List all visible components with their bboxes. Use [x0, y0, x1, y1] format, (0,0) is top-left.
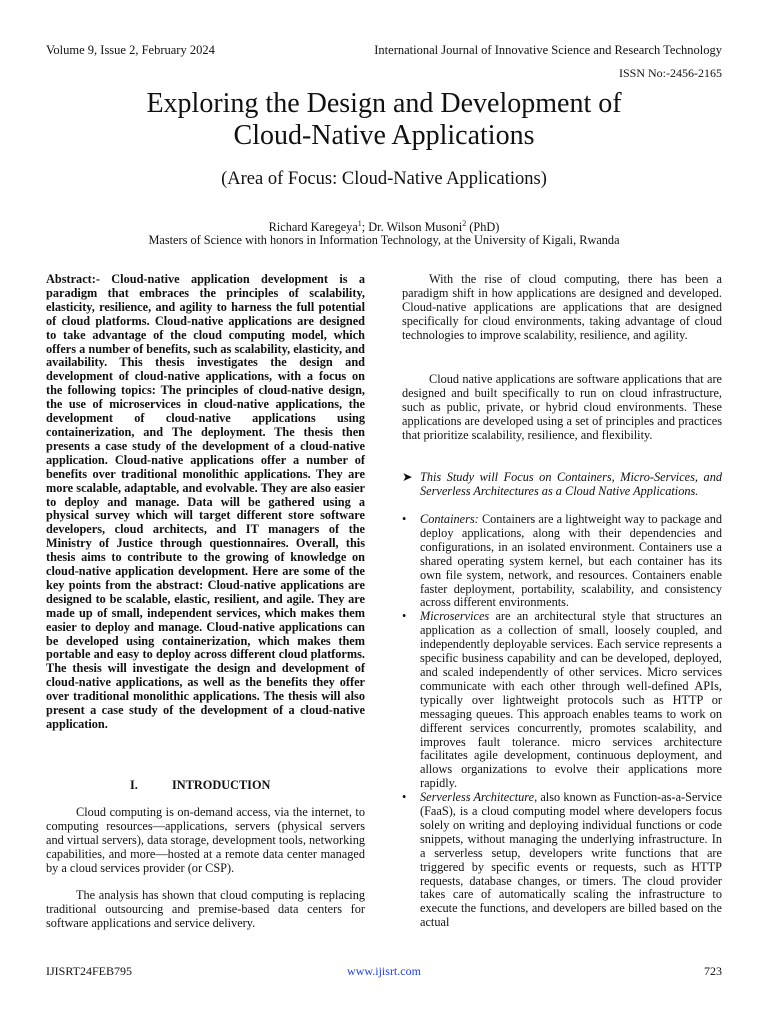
affiliation: Masters of Science with honors in Information Technology, at the University of Kigali, Rwanda [148, 233, 620, 247]
bullet-dot-icon: • [402, 609, 407, 624]
list-item [402, 791, 722, 930]
bullet-term: Serverless Architecture [420, 790, 535, 805]
bullet-term: Microservices [420, 609, 490, 624]
bullet-list [402, 513, 722, 930]
title-line-2: Cloud-Native Applications [233, 120, 535, 151]
list-item [402, 610, 722, 791]
bullet-text: Containers are a lightweight way to package and deploy applications, along with their dependencies and configurations, in an isolated environment. Containers use a shared operating system kernel, but each container has its own file system, network, and resources. Containers enable faster deployment, portability, scalability, and consistency across different environments. [420, 512, 722, 610]
right-paragraph-1: With the rise of cloud computing, there has been a paradigm shift in how applications are designed and developed. Cloud-native applications are applications that are designed specifically for cloud environments, taking advantage of cloud technologies to improve scalability, resilience, and agility. [402, 272, 722, 342]
bullet-text: are an architectural style that structures an application as a collection of small, loosely coupled, and independently deployable services. Each service represents a specific business capability and can be developed, deployed, and scaled independently of other services. Micro services communicate with each other through well-defined APIs, typically over lightweight protocols such as HTTP or messaging queues. This approach enables teams to work on different services concurrently, promotes scalability, and improves fault tolerance. micro services architecture facilitates agile development, continuous deployment, and allows organizations to evolve their applications more rapidly. [420, 609, 722, 791]
footer-page-number: 723 [704, 964, 722, 978]
author-2-suffix: (PhD) [466, 220, 500, 234]
right-paragraph-2: Cloud native applications are software applications that are designed and built specifically to run on cloud infrastructure, such as public, private, or hybrid cloud environments. These applications are developed using a set of principles and practices that prioritize scalability, resilience, and flexibility. [402, 372, 722, 442]
intro-paragraph-2: The analysis has shown that cloud computing is replacing traditional outsourcing and premise-based data centers for software applications and service delivery. [46, 888, 365, 930]
bullet-text: , also known as Function-as-a-Service (FaaS), is a cloud computing model where developers focus solely on writing and deploying individual functions or code snippets, without managing the underlying infrastructure. In a serverless setup, developers write functions that are triggered by specific events or requests, such as HTTP requests, database changes, or timers. The cloud provider takes care of automatically scaling the infrastructure to execute the functions, and developers are billed based on the actual [420, 790, 722, 930]
arrow-bullet-icon: ➤ [402, 470, 413, 484]
header-issn: ISSN No:-2456-2165 [618, 66, 722, 80]
paper-title [0, 88, 768, 152]
header-volume: Volume 9, Issue 2, February 2024 [46, 43, 215, 57]
title-line-1: Exploring the Design and Development of [146, 88, 622, 119]
list-item [402, 513, 722, 610]
bullet-dot-icon: • [402, 790, 407, 805]
bullet-dot-icon: • [402, 512, 407, 526]
author-2-affil: 2 [462, 218, 467, 228]
footer-article-id: IJISRT24FEB795 [46, 964, 132, 978]
abstract: Abstract:- Cloud-native application development is a paradigm that embraces the principles of scalability, elasticity, resilience, and agility to harness the full potential of cloud platforms. Cloud-native applications are designed to take advantage of the cloud computing model, which offers a number of benefits, such as scalability, elasticity, and availability. This thesis investigates the design and development of cloud-native applications, with a focus on the following topics: The principles of cloud-native design, the use of microservices in cloud-native applications, the development of cloud-native applications using containerization, and The deployment. The thesis then presents a case study of the development of a cloud-native application. Cloud-native applications offer a number of benefits over traditional monolithic applications. They are more scalable, adaptable, and evolvable. They are also easier to deploy and manage. Data will be gathered using a physical survey which will target different store software developers, cloud architects, and IT managers of the Ministry of Justice through questionnaires. Overall, this thesis aims to contribute to the growing of knowledge on cloud-native application development. Here are some of the key points from the abstract: Cloud-native applications are designed to be scalable, elastic, resilient, and agile. They are made up of small, independent services, which makes them easier to deploy and manage. Cloud-native applications can be developed using containerization, which makes them portable and easy to deploy across different cloud platforms. The thesis will investigate the design and development of cloud-native applications, as well as the benefits they offer over traditional monolithic applications. The thesis will also present a case study of the development of a cloud-native application. [46, 272, 365, 731]
author-2: ; Dr. Wilson Musoni [361, 220, 463, 234]
intro-paragraph-1: Cloud computing is on-demand access, via the internet, to computing resources—applications, servers (physical servers and virtual servers), data storage, development tools, networking capabilities, and more—hosted at a remote data center managed by a cloud services provider (or CSP). [46, 805, 365, 875]
paper-subtitle: (Area of Focus: Cloud-Native Applications) [221, 169, 547, 189]
focus-item-text: This Study will Focus on Containers, Micro-Services, and Serverless Architectures as a Cloud Native Applications. [420, 470, 722, 498]
bullet-term: Containers: [420, 512, 479, 526]
section-number: I. [130, 778, 138, 792]
footer-website-link[interactable]: www.ijisrt.com [347, 964, 421, 978]
focus-list-item [402, 471, 722, 499]
author-1-affil: 1 [357, 218, 362, 228]
section-label: INTRODUCTION [172, 778, 271, 792]
author-1: Richard Karegeya [268, 220, 358, 234]
header-journal: International Journal of Innovative Science and Research Technology [374, 43, 722, 57]
